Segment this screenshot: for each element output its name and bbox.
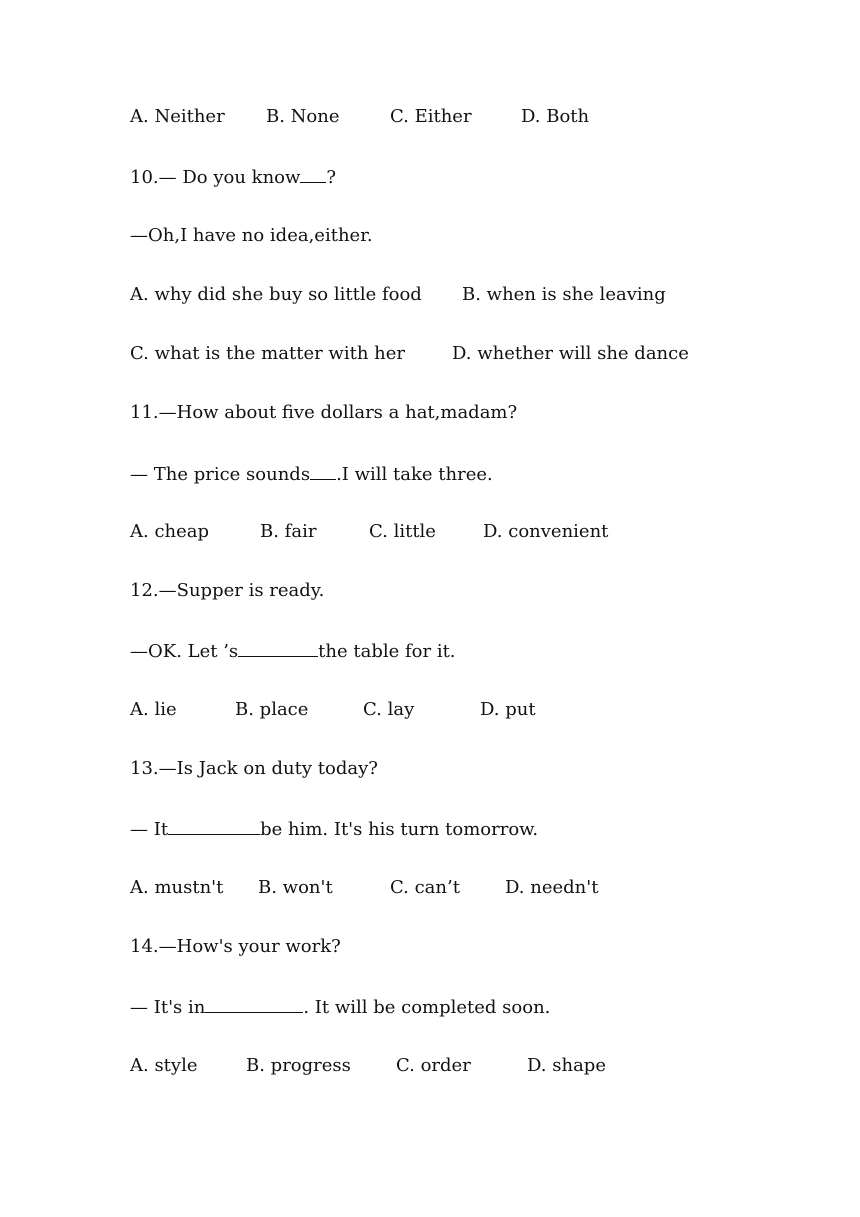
q13-option-d: D. needn't	[505, 877, 599, 898]
q11-stem: 11.—How about five dollars a hat,madam?	[130, 402, 518, 423]
q14-options	[130, 1054, 606, 1198]
q9-option-c: C. Either	[390, 106, 472, 127]
q10-option-b: B. when is she leaving	[462, 284, 666, 305]
q14-reply	[130, 994, 550, 1020]
q11-option-c: C. little	[369, 521, 436, 542]
q13-option-a: A. mustn't	[130, 877, 224, 898]
q12-reply	[130, 638, 456, 664]
q12-option-a: A. lie	[130, 699, 177, 720]
q13-reply	[130, 816, 538, 842]
q10-option-d: D. whether will she dance	[452, 343, 689, 364]
q12-reply-post: the table for it.	[318, 641, 456, 662]
q14-option-c: C. order	[396, 1055, 471, 1076]
q12-option-b: B. place	[235, 699, 309, 720]
q13-blank	[168, 816, 260, 835]
q9-option-d: D. Both	[521, 106, 590, 127]
q12-blank	[238, 638, 318, 657]
q11-reply-pre: — The price sounds	[130, 464, 311, 485]
q13-stem: 13.—Is Jack on duty today?	[130, 758, 378, 779]
q10-option-c: C. what is the matter with her	[130, 343, 405, 364]
q14-reply-pre: — It's in	[130, 997, 206, 1018]
q11-option-b: B. fair	[260, 521, 317, 542]
q13-reply-pre: — It	[130, 819, 169, 840]
q12-stem: 12.—Supper is ready.	[130, 580, 325, 601]
q14-blank	[205, 994, 303, 1013]
q12-option-d: D. put	[480, 699, 536, 720]
q13-option-c: C. can’t	[390, 877, 460, 898]
q11-option-d: D. convenient	[483, 521, 609, 542]
q14-option-a: A. style	[130, 1055, 198, 1076]
q11-blank	[310, 461, 336, 480]
q10-stem	[130, 164, 336, 190]
q14-option-b: B. progress	[246, 1055, 351, 1076]
q10-stem-post: ?	[326, 167, 337, 188]
q9-option-b: B. None	[266, 106, 340, 127]
q14-stem: 14.—How's your work?	[130, 936, 341, 957]
q13-reply-post: be him. It's his turn tomorrow.	[260, 819, 539, 840]
q14-option-d: D. shape	[527, 1055, 606, 1076]
q11-option-a: A. cheap	[130, 521, 210, 542]
q12-option-c: C. lay	[363, 699, 415, 720]
q10-stem-pre: 10.— Do you know	[130, 167, 301, 188]
q10-blank	[300, 164, 326, 183]
q10-reply: —Oh,I have no idea,either.	[130, 225, 373, 246]
q11-reply	[130, 461, 493, 487]
q14-reply-post: . It will be completed soon.	[303, 997, 551, 1018]
q13-option-b: B. won't	[258, 877, 333, 898]
q10-option-a: A. why did she buy so little food	[130, 284, 422, 305]
q12-reply-pre: —OK. Let ’s	[130, 641, 239, 662]
q9-option-a: A. Neither	[130, 106, 225, 127]
q11-reply-post: .I will take three.	[336, 464, 493, 485]
